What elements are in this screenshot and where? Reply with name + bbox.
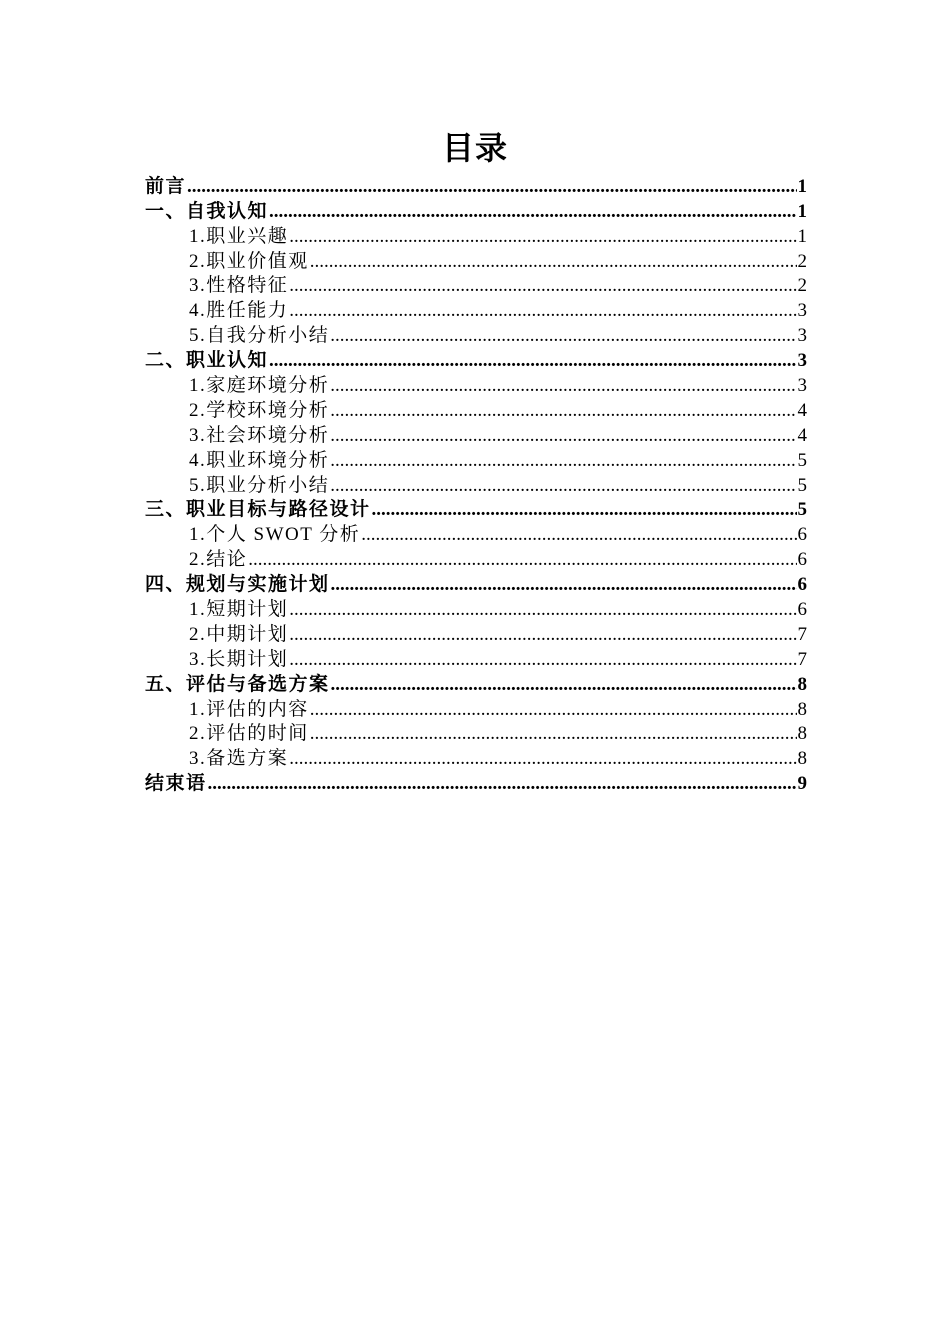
toc-entry-label: 2.学校环境分析 [189,399,330,421]
toc-subsection-entry[interactable] [145,746,807,771]
toc-page-number: 2 [797,275,807,297]
toc-section-entry[interactable] [145,572,807,597]
toc-page-number: 3 [797,325,807,347]
toc-subsection-entry[interactable] [145,522,807,547]
toc-entry-label: 1.家庭环境分析 [189,375,330,397]
toc-page-number: 8 [797,723,807,745]
toc-dot-leader [289,648,796,672]
toc-entry-label: 二、职业认知 [145,350,269,372]
toc-page-number: 7 [797,648,807,670]
toc-entry-label: 1.评估的内容 [189,698,309,720]
toc-entry-label: 2.结论 [189,549,248,571]
toc-entry-label: 三、职业目标与路径设计 [145,499,371,521]
toc-page-number: 5 [797,474,807,496]
toc-subsection-entry[interactable] [145,249,807,274]
toc-entry-label: 3.长期计划 [189,648,289,670]
toc-page-number: 5 [797,449,807,471]
toc-page-number: 6 [797,524,807,546]
toc-page-number: 6 [797,549,807,571]
toc-entry-label: 5.自我分析小结 [189,325,330,347]
toc-section-entry[interactable] [145,348,807,373]
toc-section-entry[interactable] [145,672,807,697]
toc-dot-leader [289,299,796,323]
toc-entry-label: 1.短期计划 [189,599,289,621]
toc-dot-leader [310,722,797,746]
toc-section-entry[interactable] [145,498,807,523]
toc-subsection-entry[interactable] [145,298,807,323]
toc-subsection-entry[interactable] [145,224,807,249]
toc-subsection-entry[interactable] [145,597,807,622]
toc-entry-label: 四、规划与实施计划 [145,574,330,596]
toc-entry-label: 一、自我认知 [145,200,269,222]
toc-dot-leader [331,673,797,697]
toc-entry-label: 2.评估的时间 [189,723,309,745]
toc-entry-label: 1.职业兴趣 [189,225,289,247]
toc-entry-label: 3.性格特征 [189,275,289,297]
toc-page-number: 6 [797,599,807,621]
toc-subsection-entry[interactable] [145,622,807,647]
toc-entry-label: 4.胜任能力 [189,300,289,322]
toc-dot-leader [269,200,796,224]
toc-page-number: 4 [797,399,807,421]
toc-subsection-entry[interactable] [145,423,807,448]
toc-title: 目录 [441,129,508,167]
toc-page-number: 8 [797,698,807,720]
toc-page-number: 6 [797,574,807,596]
toc-subsection-entry[interactable] [145,323,807,348]
toc-page-number: 3 [797,300,807,322]
toc-dot-leader [289,623,796,647]
toc-dot-leader [330,374,796,398]
toc-subsection-entry[interactable] [145,722,807,747]
toc-dot-leader [289,598,796,622]
toc-page-number: 1 [797,175,807,197]
toc-dot-leader [372,498,797,522]
toc-subsection-entry[interactable] [145,373,807,398]
toc-dot-leader [289,225,796,249]
toc-entry-label: 1.个人 SWOT 分析 [189,524,361,546]
toc-subsection-entry[interactable] [145,547,807,572]
toc-subsection-entry[interactable] [145,448,807,473]
toc-entry-label: 2.中期计划 [189,623,289,645]
toc-page-number: 7 [797,623,807,645]
toc-entry-label: 4.职业环境分析 [189,449,330,471]
toc-dot-leader [289,747,796,771]
toc-section-entry[interactable] [145,771,807,796]
toc-page-number: 1 [797,200,807,222]
toc-dot-leader [330,474,796,498]
toc-dot-leader [330,324,796,348]
toc-entry-label: 2.职业价值观 [189,250,309,272]
toc-section-entry[interactable] [145,199,807,224]
toc-page-number: 2 [797,250,807,272]
toc-subsection-entry[interactable] [145,473,807,498]
toc-page-number: 3 [797,350,807,372]
toc-page-number: 4 [797,424,807,446]
toc-page-number: 8 [797,748,807,770]
toc-page-number: 3 [797,375,807,397]
toc-dot-leader [330,399,796,423]
toc-entry-label: 前言 [145,175,187,197]
toc-entry-label: 3.社会环境分析 [189,424,330,446]
toc-section-entry[interactable] [145,174,807,199]
toc-dot-leader [289,274,796,298]
toc-subsection-entry[interactable] [145,398,807,423]
toc-entry-label: 结束语 [145,773,207,795]
toc-dot-leader [310,698,797,722]
toc-subsection-entry[interactable] [145,697,807,722]
toc-dot-leader [361,523,796,547]
toc-dot-leader [269,349,796,373]
toc-dot-leader [330,449,796,473]
toc-entry-label: 3.备选方案 [189,748,289,770]
toc-page-number: 1 [797,225,807,247]
toc-entry-label: 5.职业分析小结 [189,474,330,496]
toc-subsection-entry[interactable] [145,647,807,672]
table-of-contents [145,174,807,796]
toc-page-number: 8 [797,673,807,695]
toc-dot-leader [330,424,796,448]
toc-dot-leader [248,548,796,572]
toc-page-number: 5 [797,499,807,521]
toc-dot-leader [187,175,796,199]
toc-entry-label: 五、评估与备选方案 [145,673,330,695]
toc-subsection-entry[interactable] [145,274,807,299]
toc-page-number: 9 [797,773,807,795]
toc-dot-leader [310,250,797,274]
toc-dot-leader [208,772,797,796]
toc-dot-leader [331,573,797,597]
